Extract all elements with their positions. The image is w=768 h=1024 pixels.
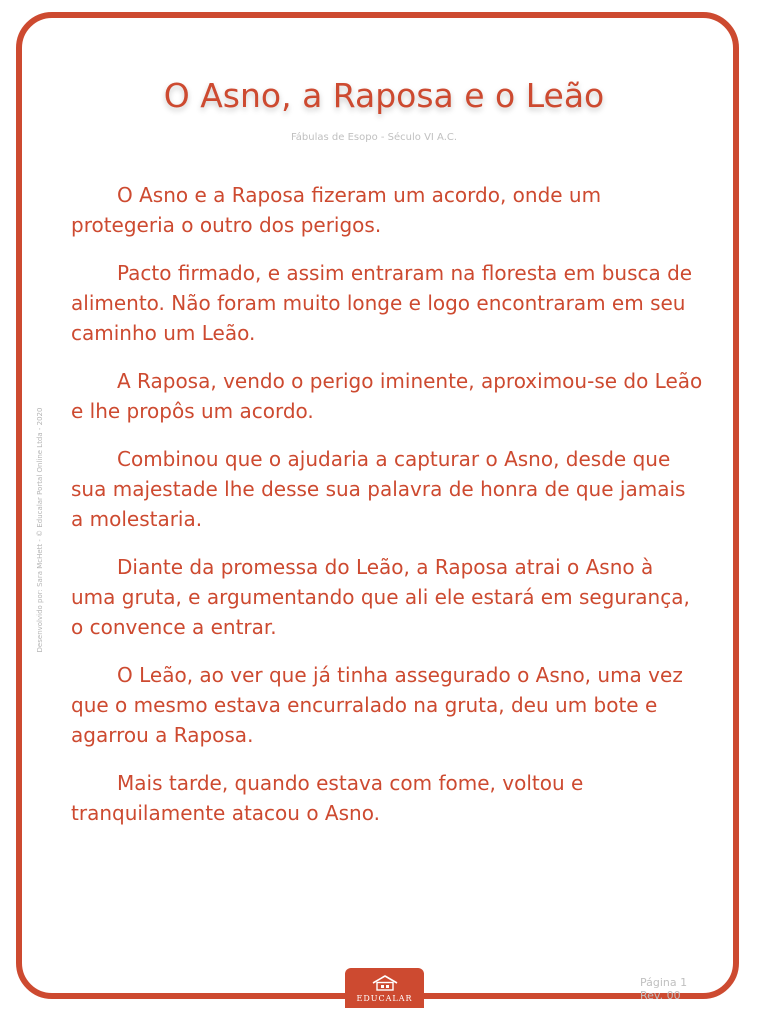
document-title: O Asno, a Raposa e o Leão	[163, 76, 605, 115]
document-subtitle: Fábulas de Esopo - Século VI A.C.	[290, 132, 458, 143]
page-number: Página 1	[640, 976, 688, 989]
revision-number: Rev. 00	[640, 989, 681, 1002]
paragraph: Mais tarde, quando estava com fome, voltou e tranquilamente atacou o Asno.	[71, 771, 584, 825]
side-credit: Desenvolvido por: Sara McHett - © Educalar Portal Online Ltda - 2020	[36, 407, 44, 653]
paragraph: O Asno e a Raposa fizeram um acordo, onde um protegeria o outro dos perigos.	[71, 183, 602, 237]
house-icon	[370, 975, 400, 991]
paragraph: A Raposa, vendo o perigo iminente, aproximou-se do Leão e lhe propôs um acordo.	[71, 369, 703, 423]
educalar-logo	[345, 968, 424, 1008]
paragraph: O Leão, ao ver que já tinha assegurado o Asno, uma vez que o mesmo estava encurralado na gruta, deu um bote e agarrou a Raposa.	[71, 663, 683, 747]
brand-name: EDUCALAR	[356, 994, 413, 1003]
page-info	[640, 976, 687, 1002]
paragraph: Diante da promessa do Leão, a Raposa atrai o Asno à uma gruta, e argumentando que ali ele estará em segurança, o convence a entrar.	[71, 555, 690, 639]
paragraph: Combinou que o ajudaria a capturar o Asno, desde que sua majestade lhe desse sua palavra de honra de que jamais a molestaria.	[71, 447, 686, 531]
paragraph: Pacto firmado, e assim entraram na floresta em busca de alimento. Não foram muito longe e logo encontraram em seu caminho um Leão.	[71, 261, 693, 345]
fable-text	[71, 180, 703, 846]
